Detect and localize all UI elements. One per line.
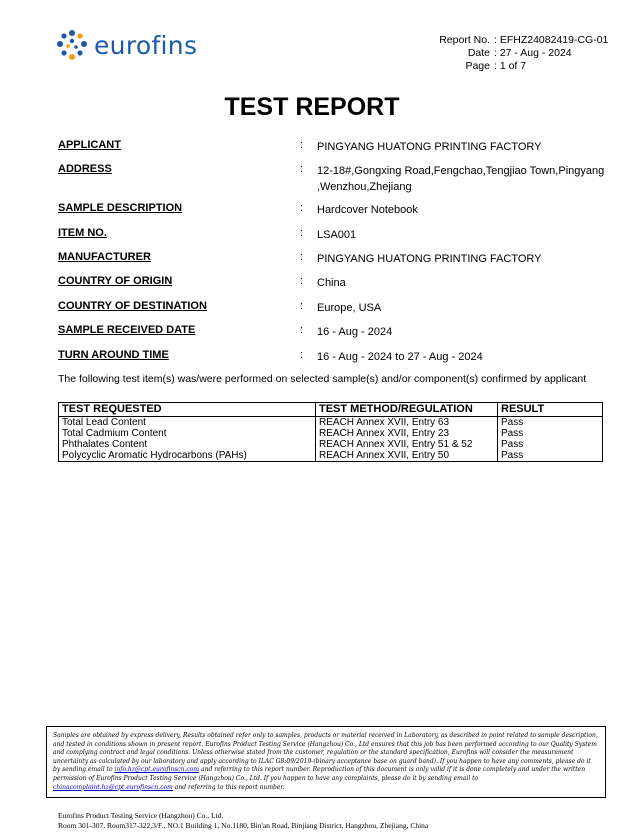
report-date-label: Date xyxy=(467,47,490,59)
field-value: PINGYANG HUATONG PRINTING FACTORY xyxy=(317,253,542,265)
field-colon: : xyxy=(300,202,304,214)
table-cell: Pass xyxy=(498,417,603,429)
disclaimer-box xyxy=(46,726,606,798)
table-cell: REACH Annex XVII, Entry 51 & 52 xyxy=(316,439,498,450)
page-title: TEST REPORT xyxy=(224,93,400,121)
table-cell: REACH Annex XVII, Entry 50 xyxy=(316,450,498,462)
footer-company-name: Eurofins Product Testing Service (Hangzhou) Co., Ltd. xyxy=(58,811,224,820)
table-cell: REACH Annex XVII, Entry 23 xyxy=(316,428,498,439)
company-footer xyxy=(58,811,428,831)
disclaimer-text: Samples are obtained by express delivery, Results obtained refer only to samples, products or material received in Laboratory, as described in point related to sample description, and tested in conditions shown in present report. Eurofins Product Testing Service (Hangzhou) Co., Ltd ensures that this job has been performed according to our Quality System and complying contract and legal conditions. Unless otherwise stated from the customer, regulation or the standard specification, Eurofins will consider the measurement uncertainty as calculated by our laboratory and apply according to ILAC G8:09/2019-(binary acceptance base on guard band). If you happen to have any comments, please do it by sending email to xyxy=(53,732,598,774)
field-colon: : xyxy=(300,349,304,361)
field-value: China xyxy=(317,277,346,289)
table-cell: Phthalates Content xyxy=(59,439,316,450)
field-label: SAMPLE RECEIVED DATE xyxy=(58,324,196,336)
report-number-row xyxy=(424,34,608,47)
field-label: APPLICANT xyxy=(58,139,121,151)
table-cell: Pass xyxy=(498,439,603,450)
report-date-value: : 27 - Aug - 2024 xyxy=(494,47,572,59)
field-value: 12-18#,Gongxing Road,Fengchao,Tengjiao Town,Pingyang ,Wenzhou,Zhejiang xyxy=(317,165,605,193)
field-colon: : xyxy=(300,139,304,151)
table-row xyxy=(59,428,603,439)
field-label: TURN AROUND TIME xyxy=(58,349,169,361)
report-meta xyxy=(424,34,608,73)
table-header-row xyxy=(59,403,603,417)
page-row xyxy=(424,60,608,73)
report-number-value: : EFHZ24082419-CG-01 xyxy=(494,34,609,46)
field-colon: : xyxy=(300,227,304,239)
info-email-link[interactable]: info.hz@cpt.eurofinscn.com xyxy=(114,766,200,774)
field-colon: : xyxy=(300,163,304,175)
field-value: Europe, USA xyxy=(317,302,382,314)
report-date-row xyxy=(424,47,608,60)
field-value: Hardcover Notebook xyxy=(317,204,418,216)
test-results-table xyxy=(58,402,603,462)
footer-address: Room 301-307, Room317-322,3/F., NO.1 Building 1, No.1180, Bin'an Road, Binjiang District, Hangzhou, Zhejiang, China xyxy=(58,821,429,830)
table-cell: Pass xyxy=(498,450,603,462)
column-header: TEST REQUESTED xyxy=(59,403,316,417)
test-items-note: The following test item(s) was/were performed on selected sample(s) and/or component(s) confirmed by applicant xyxy=(58,373,587,385)
table-cell: Total Lead Content xyxy=(59,417,316,429)
table-cell: REACH Annex XVII, Entry 63 xyxy=(316,417,498,429)
field-value: PINGYANG HUATONG PRINTING FACTORY xyxy=(317,141,542,153)
complaint-email-link[interactable]: chinacomplaint.hz@cpt.eurofinscn.com xyxy=(53,783,173,791)
field-value: 16 - Aug - 2024 xyxy=(317,326,393,338)
disclaimer-text: and referring to this report number. Reproduction of this document is only valid if it is done completely and under the written permission of Eurofins Product Testing Service (Hangzhou) Co., Ltd. If you happen to have any complaints, please do it by sending email to xyxy=(53,766,586,782)
field-value: LSA001 xyxy=(317,229,357,241)
field-label: COUNTRY OF ORIGIN xyxy=(58,275,173,287)
table-cell: Polycyclic Aromatic Hydrocarbons (PAHs) xyxy=(59,450,316,462)
table-row xyxy=(59,417,603,429)
table-cell: Total Cadmium Content xyxy=(59,428,316,439)
table-cell: Pass xyxy=(498,428,603,439)
field-colon: : xyxy=(300,300,304,312)
field-label: ITEM NO. xyxy=(58,227,107,239)
field-label: SAMPLE DESCRIPTION xyxy=(58,202,183,214)
disclaimer-text: and referring to this report number. xyxy=(172,783,285,791)
field-label: MANUFACTURER xyxy=(58,251,151,263)
table-row xyxy=(59,439,603,450)
field-colon: : xyxy=(300,251,304,263)
eurofins-dots-icon xyxy=(56,29,88,61)
field-label: COUNTRY OF DESTINATION xyxy=(58,300,207,312)
eurofins-logo xyxy=(56,28,197,62)
page-value: : 1 of 7 xyxy=(494,60,527,72)
field-colon: : xyxy=(300,275,304,287)
page-label: Page xyxy=(465,60,490,72)
logo-wordmark: eurofins xyxy=(94,30,198,60)
column-header: RESULT xyxy=(498,403,603,417)
report-number-label: Report No. xyxy=(439,34,490,46)
field-colon: : xyxy=(300,324,304,336)
field-label: ADDRESS xyxy=(58,163,112,175)
column-header: TEST METHOD/REGULATION xyxy=(316,403,498,417)
table-row xyxy=(59,450,603,462)
field-value: 16 - Aug - 2024 to 27 - Aug - 2024 xyxy=(317,351,483,363)
